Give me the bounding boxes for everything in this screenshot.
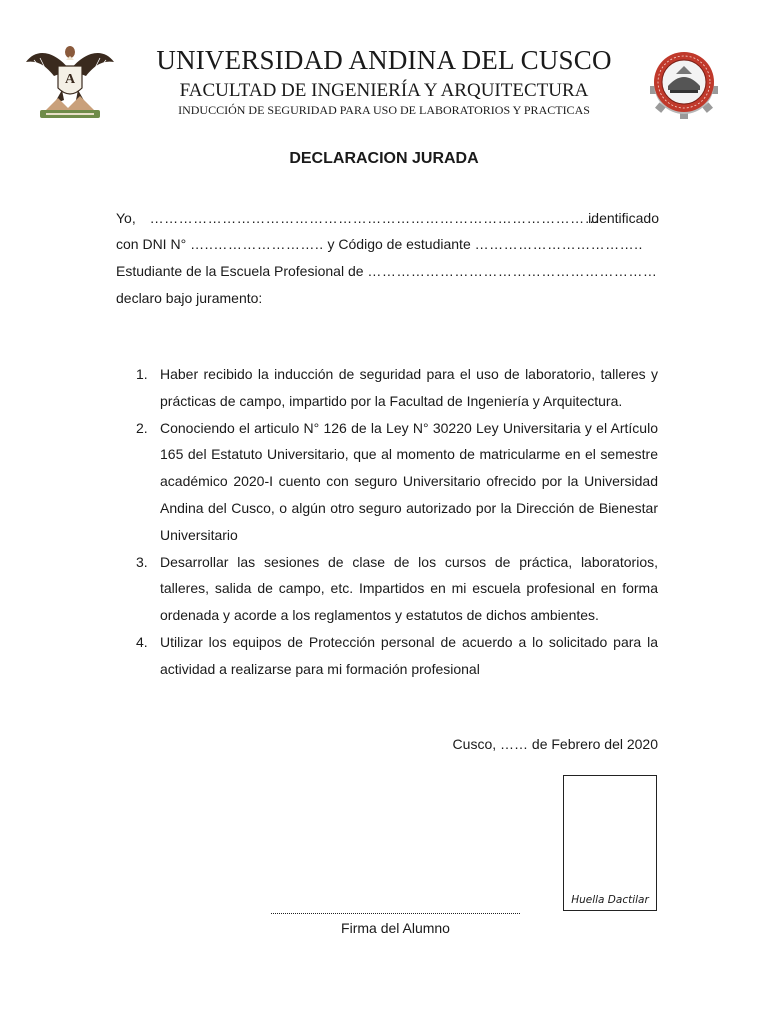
list-item-text: Haber recibido la inducción de seguridad para el uso de laboratorio, talleres y prácticas de campo, impartido por la Facultad de Ingeniería y Arquitectura. (160, 366, 658, 409)
university-name: UNIVERSIDAD ANDINA DEL CUSCO (156, 45, 612, 75)
fingerprint-box (563, 775, 657, 911)
place-date-line (0, 736, 658, 752)
signature-label: Firma del Alumno (341, 920, 450, 936)
list-item-number: 1. (136, 366, 148, 382)
dni-blank: …..………………….. (190, 236, 324, 252)
date-day-blank: …… (500, 736, 529, 752)
list-item (136, 361, 658, 415)
declaration-identificado: identificado (588, 210, 659, 226)
date-city: Cusco, (452, 736, 497, 752)
declaration-items (136, 361, 658, 683)
declaration-yo: Yo, (116, 210, 136, 226)
svg-text:A: A (64, 72, 76, 87)
school-blank: …………………………………………………… (367, 263, 658, 279)
document-title: DECLARACION JURADA (289, 150, 479, 167)
list-item-number: 3. (136, 553, 148, 570)
student-code-blank: …………………………….. (474, 236, 643, 252)
list-item-number: 2. (136, 419, 148, 436)
faculty-name: FACULTAD DE INGENIERÍA Y ARQUITECTURA (179, 80, 589, 101)
list-item (136, 629, 658, 683)
list-item-text: Desarrollar las sesiones de clase de los cursos de práctica, laboratorios, talleres, salida de campo, etc. Impartidos en mi escuela profesional en forma ordenada y acorde a los reglamentos y estatutos de dichos ambientes. (160, 553, 658, 624)
date-month-year: de Febrero del 2020 (531, 736, 658, 752)
fingerprint-label: Huella Dactilar (571, 894, 649, 906)
name-blank: ………………………………………………………………………………… (149, 210, 600, 226)
declaration-oath: declaro bajo juramento: (116, 290, 263, 306)
school-label: de la Escuela Profesional de (186, 263, 364, 279)
list-item-text: Conociendo el articulo N° 126 de la Ley N° 30220 Ley Universitaria y el Artículo 165 del Estatuto Universitario, que al momento de matricularme en el semestre académico 2020-I cuento con seguro Universitario ofrecido por la Universidad Andina del Cusco, o algún otro seguro autorizado por la Dirección de Bienestar Universitario (160, 419, 658, 543)
declaration-line-name (116, 210, 659, 226)
induction-subtitle: INDUCCIÓN DE SEGURIDAD PARA USO DE LABORATORIOS Y PRACTICAS (178, 103, 590, 117)
dni-label: con DNI N° (116, 236, 187, 252)
list-item (136, 415, 658, 549)
student-label: Estudiante (116, 263, 183, 279)
declaration-line-dni (116, 236, 643, 252)
list-item-text: Utilizar los equipos de Protección personal de acuerdo a lo solicitado para la actividad a realizarse para mi formación profesional (160, 633, 658, 677)
student-code-label: y Código de estudiante (327, 236, 471, 252)
declaration-line-school (116, 263, 657, 279)
list-item (136, 549, 658, 629)
list-item-number: 4. (136, 633, 148, 650)
signature-line (271, 913, 520, 914)
